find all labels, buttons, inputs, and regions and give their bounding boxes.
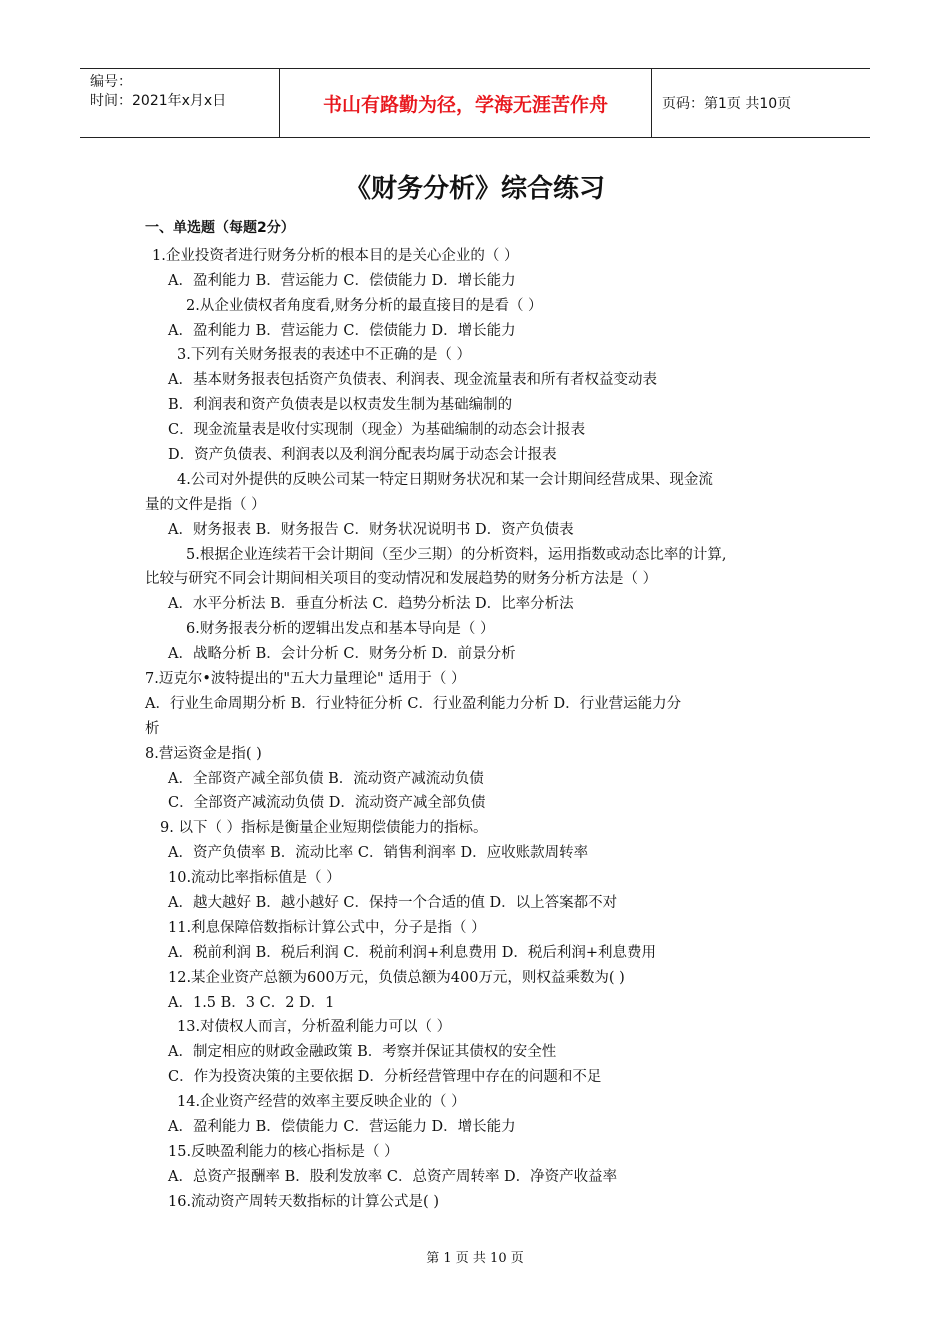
question-line: 5.根据企业连续若干会计期间（至少三期）的分析资料，运用指数或动态比率的计算, <box>186 547 727 563</box>
option-line: B．利润表和资产负债表是以权责发生制为基础编制的 <box>168 397 513 413</box>
option-line: A．盈利能力 B．营运能力 C．偿债能力 D．增长能力 <box>168 273 516 289</box>
option-line: A．全部资产减全部负债 B．流动资产减流动负债 <box>168 771 484 787</box>
question-line: 2.从企业债权者角度看,财务分析的最直接目的是看（ ） <box>186 298 543 314</box>
option-line: 析 <box>145 721 160 737</box>
option-line: A．总资产报酬率 B．股利发放率 C．总资产周转率 D．净资产收益率 <box>168 1169 618 1185</box>
option-line: A．财务报表 B．财务报告 C．财务状况说明书 D．资产负债表 <box>168 522 574 538</box>
question-line: 7.迈克尔•波特提出的"五大力量理论" 适用于（ ） <box>145 671 466 687</box>
option-line: A．战略分析 B．会计分析 C．财务分析 D．前景分析 <box>168 646 516 662</box>
question-line: 16.流动资产周转天数指标的计算公式是( ) <box>168 1194 439 1210</box>
question-line: 量的文件是指（ ） <box>145 497 266 513</box>
option-line: A．基本财务报表包括资产负债表、利润表、现金流量表和所有者权益变动表 <box>168 372 657 388</box>
question-line: 6.财务报表分析的逻辑出发点和基本导向是（ ） <box>186 621 495 637</box>
option-line: A．行业生命周期分析 B．行业特征分析 C．行业盈利能力分析 D．行业营运能力分 <box>145 696 682 712</box>
question-line: 4.公司对外提供的反映公司某一特定日期财务状况和某一会计期间经营成果、现金流 <box>177 472 713 488</box>
time-label: 时间：2021年x月x日 <box>90 93 227 109</box>
question-line: 1.企业投资者进行财务分析的根本目的是关心企业的（ ） <box>152 248 519 264</box>
option-line: A．税前利润 B．税后利润 C．税前利润+利息费用 D．税后利润+利息费用 <box>168 945 656 961</box>
option-line: A．1.5 B．3 C．2 D．1 <box>168 995 335 1011</box>
option-line: A．盈利能力 B．营运能力 C．偿债能力 D．增长能力 <box>168 323 516 339</box>
question-line: 3.下列有关财务报表的表述中不正确的是（ ） <box>177 347 471 363</box>
option-line: A．盈利能力 B．偿债能力 C．营运能力 D．增长能力 <box>168 1119 516 1135</box>
question-line: 15.反映盈利能力的核心指标是（ ） <box>168 1144 399 1160</box>
document-title: 《财务分析》综合练习 <box>344 174 605 204</box>
question-line: 12.某企业资产总额为600万元，负债总额为400万元，则权益乘数为( ) <box>168 970 625 986</box>
question-line: 13.对债权人而言，分析盈利能力可以（ ） <box>177 1019 452 1035</box>
option-line: D．资产负债表、利润表以及利润分配表均属于动态会计报表 <box>168 447 557 463</box>
header-motto: 书山有路勤为径，学海无涯苦作舟 <box>280 69 652 137</box>
question-line: 8.营运资金是指( ) <box>145 746 262 762</box>
header-meta <box>80 69 280 137</box>
page-header <box>80 68 870 138</box>
question-line: 比较与研究不同会计期间相关项目的变动情况和发展趋势的财务分析方法是（ ） <box>145 571 658 587</box>
page-footer: 第 1 页 共 10 页 <box>426 1251 524 1266</box>
number-label: 编号： <box>90 74 132 90</box>
section-title: 一、单选题（每题2分） <box>145 220 295 236</box>
header-page-label: 页码：第1页 共10页 <box>662 96 792 112</box>
question-line: 9. 以下（ ）指标是衡量企业短期偿债能力的指标。 <box>160 820 488 836</box>
option-line: C．现金流量表是收付实现制（现金）为基础编制的动态会计报表 <box>168 422 586 438</box>
option-line: C．作为投资决策的主要依据 D．分析经营管理中存在的问题和不足 <box>168 1069 602 1085</box>
option-line: C．全部资产减流动负债 D．流动资产减全部负债 <box>168 795 486 811</box>
question-line: 11.利息保障倍数指标计算公式中，分子是指（ ） <box>168 920 486 936</box>
question-line: 14.企业资产经营的效率主要反映企业的（ ） <box>177 1094 466 1110</box>
question-line: 10.流动比率指标值是（ ） <box>168 870 341 886</box>
option-line: A．资产负债率 B．流动比率 C．销售利润率 D．应收账款周转率 <box>168 845 589 861</box>
option-line: A．制定相应的财政金融政策 B．考察并保证其债权的安全性 <box>168 1044 557 1060</box>
option-line: A．水平分析法 B．垂直分析法 C．趋势分析法 D．比率分析法 <box>168 596 574 612</box>
option-line: A．越大越好 B．越小越好 C．保持一个合适的值 D．以上答案都不对 <box>168 895 618 911</box>
